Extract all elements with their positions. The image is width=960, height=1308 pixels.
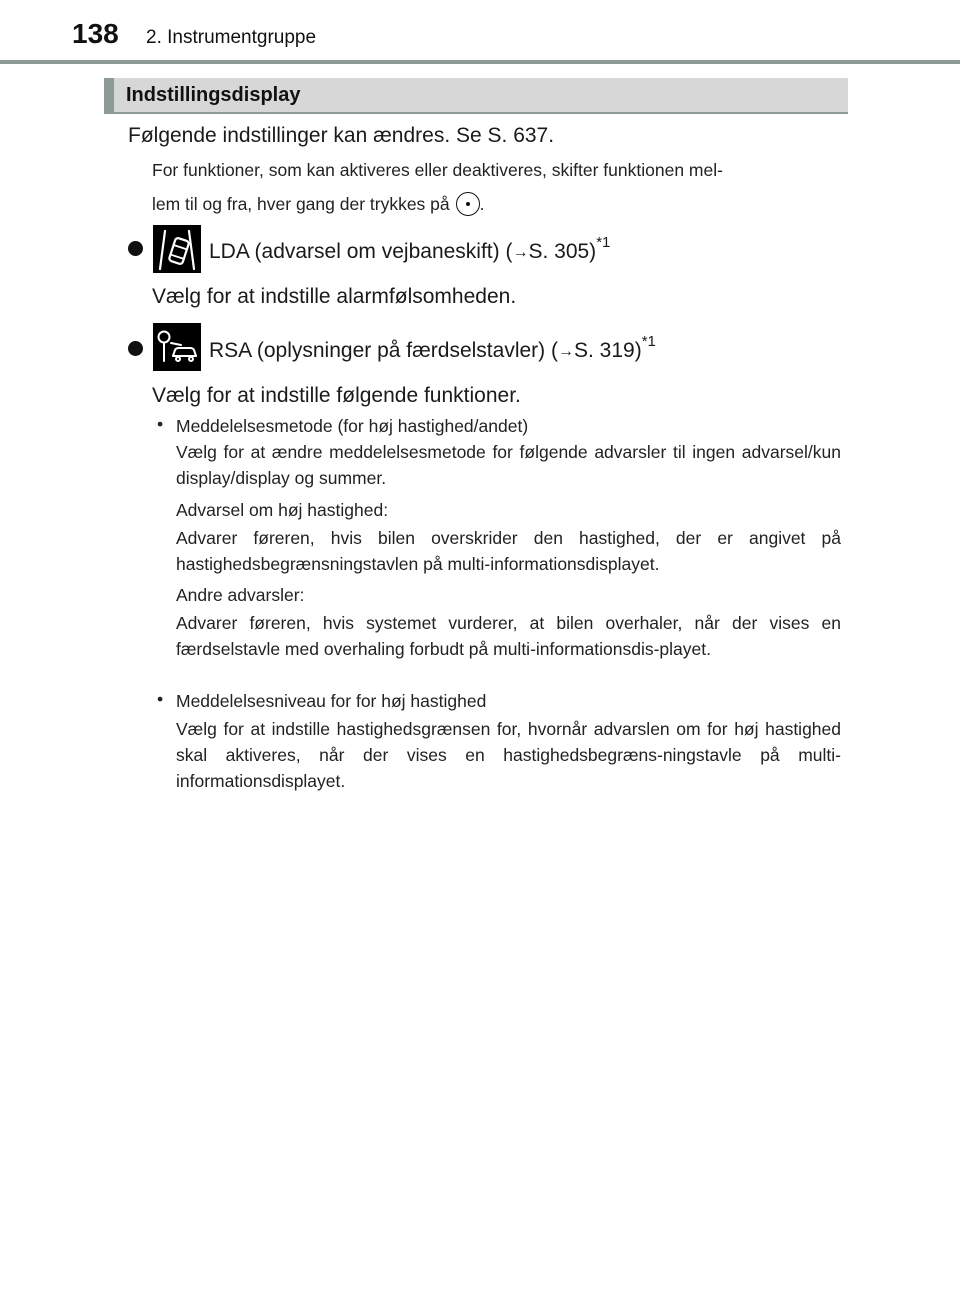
arrow-right-icon: → bbox=[512, 244, 529, 261]
chapter-title: 2. Instrumentgruppe bbox=[146, 27, 317, 48]
intro-note-end: . bbox=[479, 194, 485, 214]
lda-page-ref[interactable]: S. 305) bbox=[528, 240, 597, 263]
bullet-dot bbox=[128, 241, 143, 256]
rsa-item-label bbox=[209, 333, 656, 363]
lda-item-label bbox=[209, 234, 611, 264]
rsa-bullet2-text: Vælg for at indstille hastighedsgrænsen for, hvornår advarslen om for høj hastighed skal aktiveres, når der vises en hastighedsbegræns-ningstavle på multi-informationsdisplayet. bbox=[176, 719, 841, 791]
road-sign-assist-icon bbox=[153, 323, 201, 371]
other-warnings-text: Advarer føreren, hvis systemet vurderer, at bilen overhaler, når der vises en færdselstavle med overhaling forbudt på multi-informationsdis-playet. bbox=[176, 613, 841, 659]
arrow-right-icon: → bbox=[557, 343, 574, 360]
lda-description: Vælg for at indstille alarmfølsomheden. bbox=[152, 285, 517, 308]
section-heading bbox=[104, 78, 848, 114]
intro-note-text: lem til og fra, hver gang der trykkes på bbox=[152, 194, 450, 214]
intro-text: Følgende indstillinger kan ændres. Se S. 637. bbox=[128, 124, 555, 147]
rsa-footnote: *1 bbox=[641, 333, 656, 350]
section-accent bbox=[104, 78, 114, 112]
rsa-bullet2-title: Meddelelsesniveau for for høj hastighed bbox=[176, 691, 487, 711]
page-number: 138 bbox=[72, 18, 119, 49]
other-warnings-label: Andre advarsler: bbox=[176, 585, 305, 605]
sub-bullet: • bbox=[157, 414, 164, 434]
page-header bbox=[0, 0, 960, 62]
rsa-page-ref[interactable]: S. 319) bbox=[573, 339, 642, 362]
lda-label-text: LDA (advarsel om vejbaneskift) ( bbox=[209, 240, 513, 263]
rsa-label-text: RSA (oplysninger på færdselstavler) ( bbox=[209, 339, 558, 362]
sub-bullet: • bbox=[157, 689, 164, 709]
lane-departure-icon bbox=[153, 225, 201, 273]
rsa-bullet1-text: Vælg for at ændre meddelelsesmetode for følgende advarsler til ingen advarsel/kun display/display og summer. bbox=[176, 442, 841, 488]
overspeed-text: Advarer føreren, hvis bilen overskrider den hastighed, der er angivet på hastighedsbegrænsningstavlen på multi-informationsdisplayet. bbox=[176, 528, 841, 574]
select-button-icon bbox=[456, 192, 480, 216]
bullet-dot bbox=[128, 341, 143, 356]
lda-footnote: *1 bbox=[596, 234, 611, 251]
header-rule bbox=[0, 60, 960, 64]
rsa-bullet1-title: Meddelelsesmetode (for høj hastighed/andet) bbox=[176, 416, 529, 436]
section-title: Indstillingsdisplay bbox=[126, 84, 301, 106]
overspeed-label: Advarsel om høj hastighed: bbox=[176, 500, 389, 520]
intro-note-line1: For funktioner, som kan aktiveres eller deaktiveres, skifter funktionen mel- bbox=[152, 160, 723, 180]
intro-note-line2 bbox=[152, 192, 485, 216]
rsa-description: Vælg for at indstille følgende funktioner. bbox=[152, 384, 521, 407]
